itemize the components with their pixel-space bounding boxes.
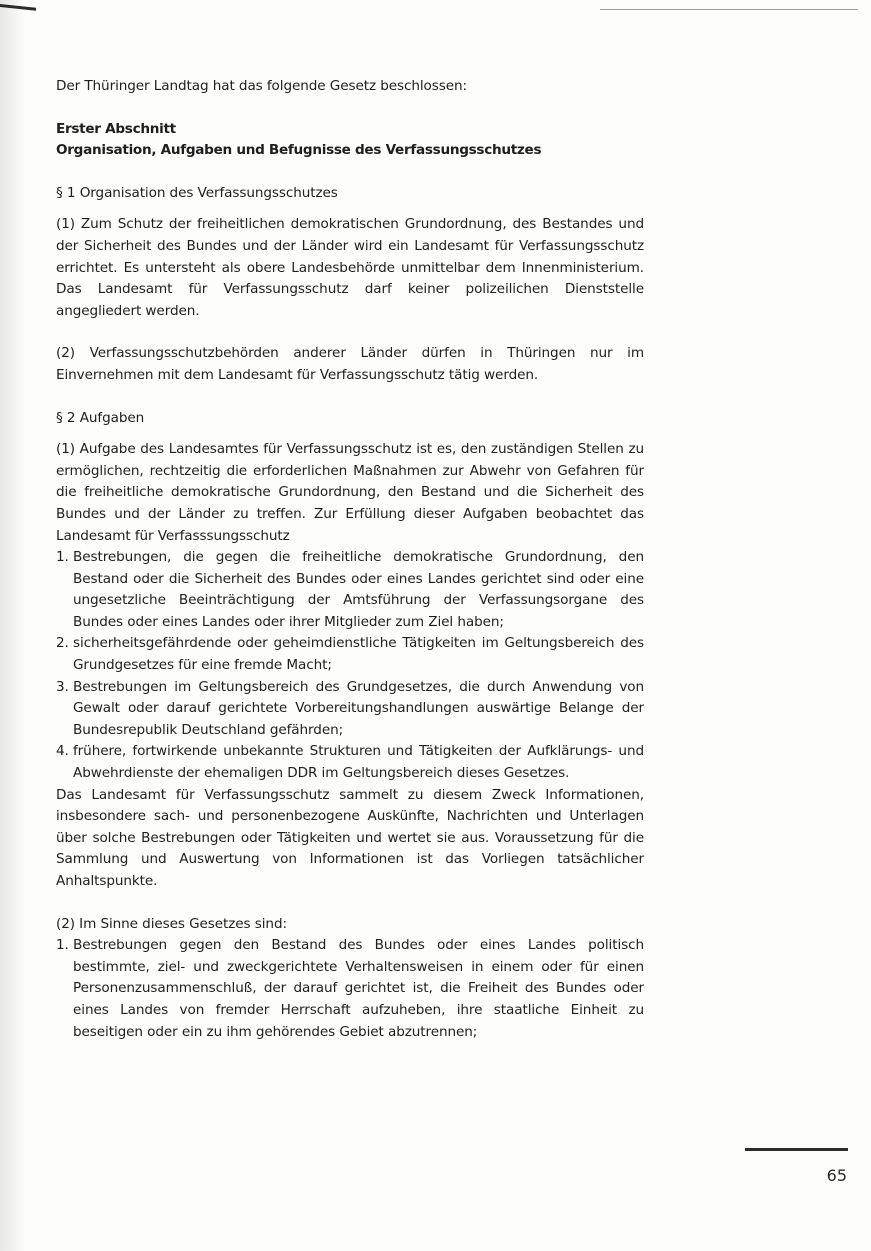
chapter-number: Erster Abschnitt bbox=[56, 120, 176, 137]
section-title: § 1 Organisation des Verfassungsschutzes bbox=[56, 184, 338, 201]
list-item-number: 1. bbox=[56, 937, 69, 954]
list-item-number: 3. bbox=[56, 678, 69, 695]
enactment-clause: Der Thüringer Landtag hat das folgende Gesetz beschlossen: bbox=[56, 78, 467, 94]
list-item-number: 1. bbox=[56, 549, 69, 566]
list-item-number: 4. bbox=[56, 743, 69, 760]
list-item bbox=[56, 935, 644, 1043]
paragraph: (1) Aufgabe des Landesamtes für Verfassungsschutz ist es, den zuständigen Stellen zu ermöglichen, rechtzeitig die erforderlichen Maßnahmen zur Abwehr von Gefahren für die freiheitliche demokratische Grundordnung, den Bestand und die Sicherheit des Bundes und der Länder zu treffen. Zur Erfüllung dieser Aufgaben beobachtet das Landesamt für Verfasssungsschutz bbox=[56, 441, 644, 544]
paragraph: (1) Zum Schutz der freiheitlichen demokratischen Grundordnung, des Bestandes und der Sicherheit des Bundes und der Länder wird ein Landesamt für Verfassungsschutz errichtet. Es untersteht als obere Landesbehörde unmittelbar dem Innenministerium. Das Landesamt für Verfassungsschutz darf keiner polizeilichen Dienststelle angegliedert werden. bbox=[56, 216, 644, 319]
chapter-heading bbox=[56, 119, 644, 162]
list-item bbox=[56, 633, 644, 676]
paragraph: (2) Verfassungsschutzbehörden anderer Länder dürfen in Thüringen nur im Einvernehmen mit dem Landesamt für Verfassungsschutz tätig werden. bbox=[56, 345, 644, 383]
page-number: 65 bbox=[826, 1166, 847, 1185]
section-2 bbox=[56, 408, 644, 1044]
header-rule bbox=[600, 9, 858, 10]
paragraph: (2) Im Sinne dieses Gesetzes sind: bbox=[56, 915, 287, 932]
enumerated-list bbox=[56, 547, 644, 785]
list-item bbox=[56, 741, 644, 784]
list-item-text: Bestrebungen im Geltungsbereich des Grundgesetzes, die durch Anwendung von Gewalt oder darauf gerichtete Vorbereitungshandlungen auswärtige Belange der Bundesrepublik Deutschland gefährden; bbox=[73, 678, 644, 738]
list-item-text: Bestrebungen, die gegen die freiheitliche demokratische Grundordnung, den Bestand oder die Sicherheit des Bundes oder eines Landes gerichtet sind oder eine ungesetzliche Beeinträchtigung der Amtsführung der Verfassungsorgane des Bundes oder eines Landes oder ihrer Mitglieder zum Ziel haben; bbox=[73, 549, 644, 630]
list-item-number: 2. bbox=[56, 635, 69, 652]
list-item-text: sicherheitsgefährdende oder geheimdienstliche Tätigkeiten im Geltungsbereich des Grundgesetzes für eine fremde Macht; bbox=[73, 635, 644, 674]
chapter-title: Organisation, Aufgaben und Befugnisse des Verfassungsschutzes bbox=[56, 142, 542, 159]
list-item bbox=[56, 677, 644, 742]
section-1 bbox=[56, 183, 644, 387]
enumerated-list bbox=[56, 935, 644, 1043]
scan-gutter-shadow bbox=[0, 0, 26, 1251]
list-item bbox=[56, 547, 644, 633]
list-item-text: Bestrebungen gegen den Bestand des Bundes oder eines Landes politisch bestimmte, ziel- und zweckgerichtete Verhaltensweisen in einem oder für einen Personenzusammenschluß, der darauf gerichtet ist, die Freiheit des Bundes oder eines Landes von fremder Herrschaft aufzuheben, ihre staatliche Einheit zu beseitigen oder ein zu ihm gehörendes Gebiet abzutrennen; bbox=[73, 937, 644, 1040]
document-body bbox=[56, 76, 644, 1043]
list-item-text: frühere, fortwirkende unbekannte Strukturen und Tätigkeiten der Aufklärungs- und Abwehrdienste der ehemaligen DDR im Geltungsbereich dieses Gesetzes. bbox=[73, 743, 644, 782]
paragraph: Das Landesamt für Verfassungsschutz sammelt zu diesem Zweck Informationen, insbesondere sach- und personenbezogene Auskünfte, Nachrichten und Unterlagen über solche Bestrebungen oder Tätigkeiten und wertet sie aus. Voraussetzung für die Sammlung und Auswertung von Informationen ist das Vorliegen tatsächlicher Anhaltspunkte. bbox=[56, 786, 644, 889]
footer-rule bbox=[745, 1148, 848, 1151]
section-title: § 2 Aufgaben bbox=[56, 409, 145, 426]
